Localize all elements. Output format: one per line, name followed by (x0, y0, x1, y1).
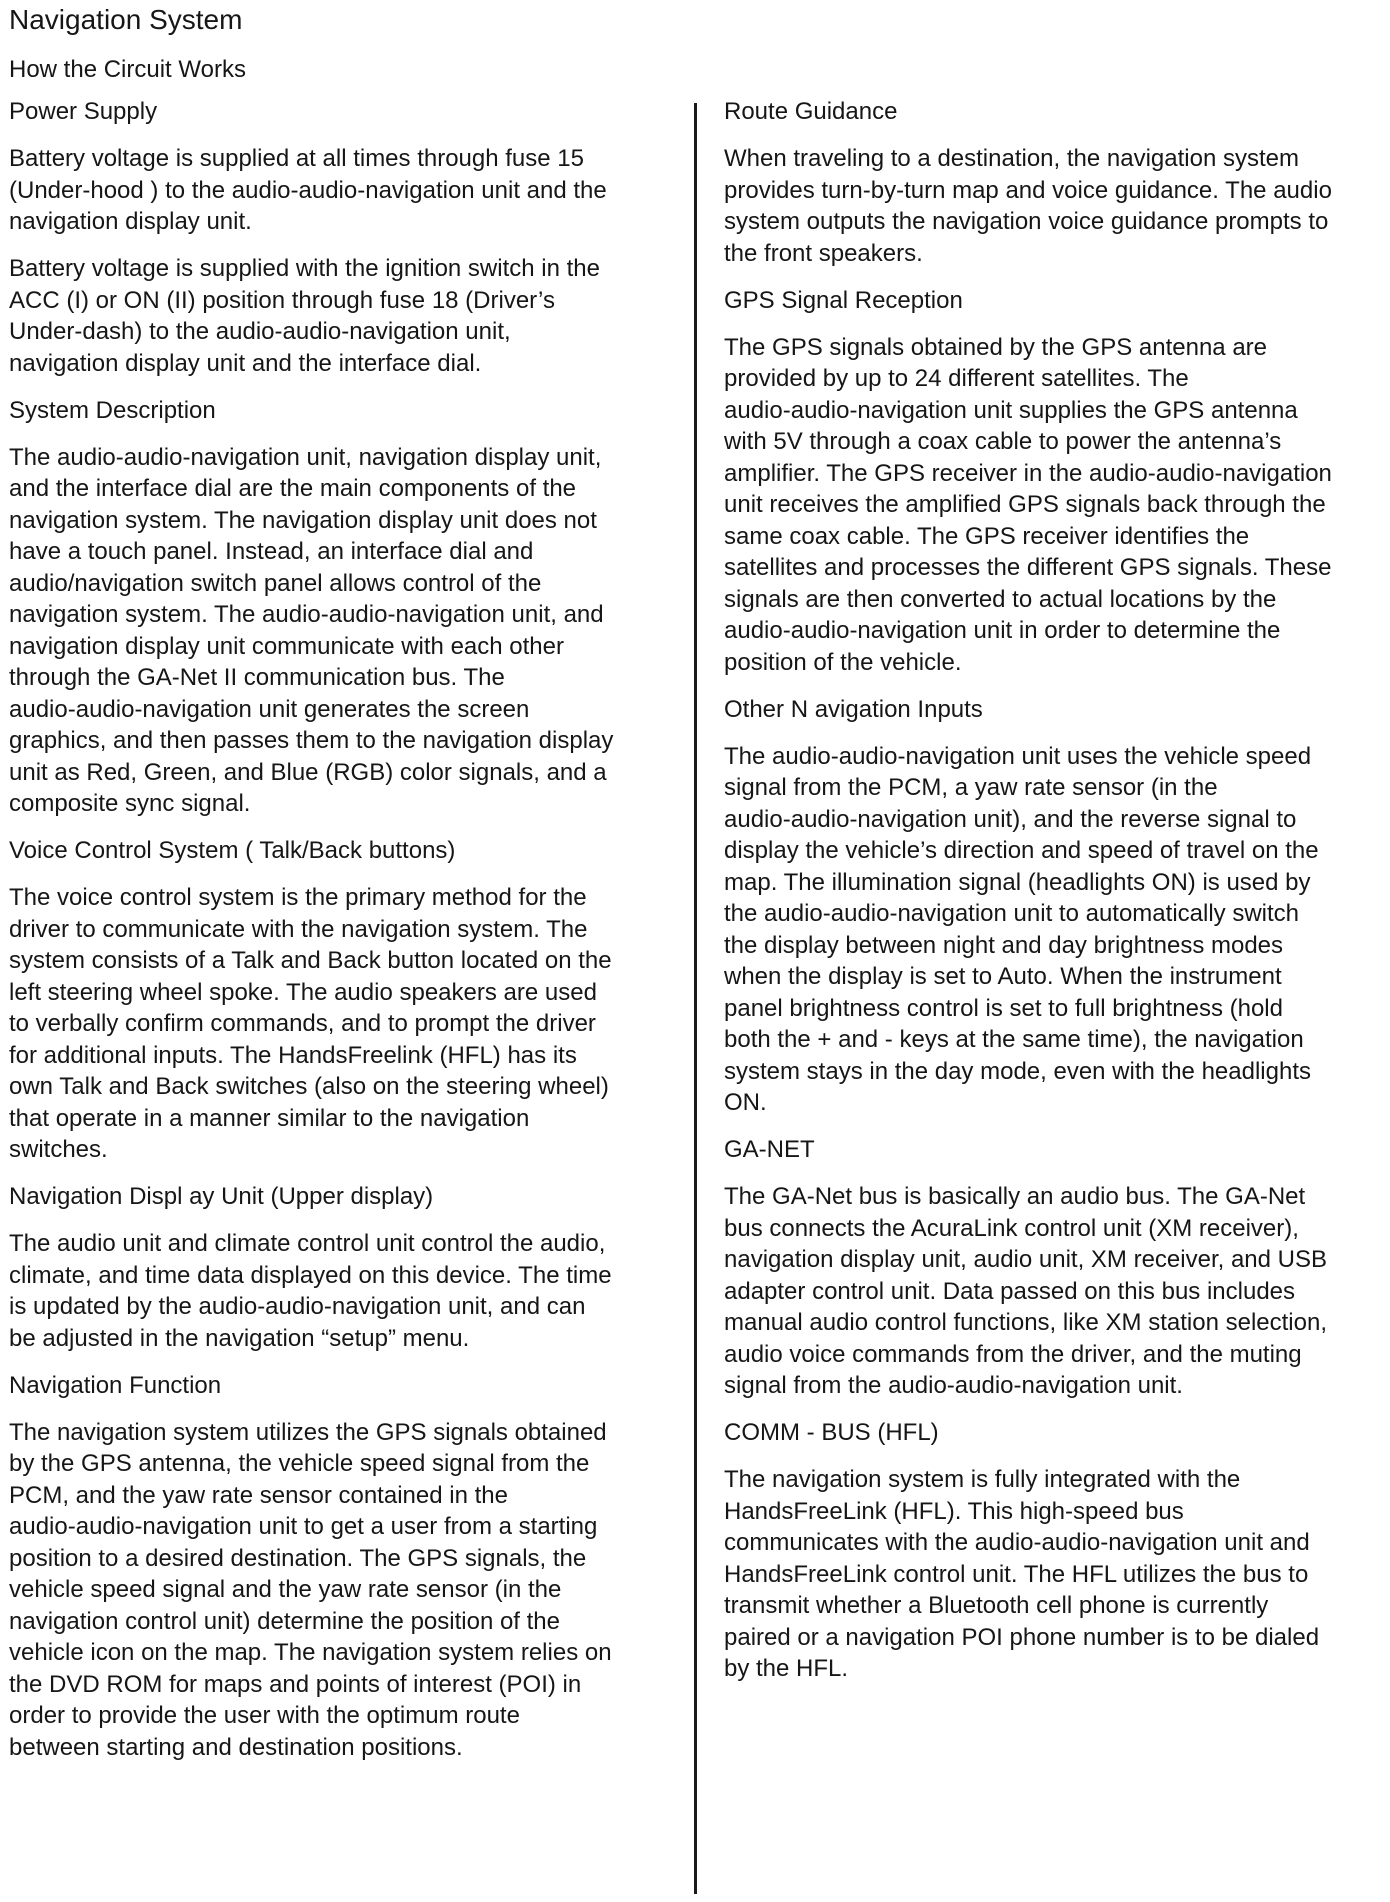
section-heading-navigation-display-unit: Navigation Displ ay Unit (Upper display) (9, 1183, 434, 1210)
section-heading-voice-control: Voice Control System ( Talk/Back buttons) (9, 837, 456, 864)
paragraph-comm-bus: The navigation system is fully integrated with the HandsFreeLink (HFL). This high-speed bus communicates with the audio-audio-navigation unit and HandsFreeLink control unit. The HFL utilizes the bus to transmit whether a Bluetooth cell phone is currently paired or a navigation POI phone number is to be dialed by the HFL. (724, 1466, 1320, 1682)
paragraph-power-supply-2: Battery voltage is supplied with the ignition switch in the ACC (I) or ON (II) position through fuse 18 (Driver’s Under-dash) to the audio-audio-navigation unit, navigation display unit and the interface dial. (9, 255, 600, 377)
left-column (9, 96, 689, 1779)
column-divider (694, 103, 697, 1894)
paragraph-route-guidance: When traveling to a destination, the navigation system provides turn-by-turn map and voice guidance. The audio system outputs the navigation voice guidance prompts to the front speakers. (724, 145, 1332, 267)
paragraph-gps-signal-reception: The GPS signals obtained by the GPS antenna are provided by up to 24 different satellites. The audio-audio-navigation unit supplies the GPS antenna with 5V through a coax cable to power the antenna’s amplifier. The GPS receiver in the audio-audio-navigation unit receives the amplified GPS signals back through the same coax cable. The GPS receiver identifies the satellites and processes the different GPS signals. These signals are then converted to actual locations by the audio-audio-navigation unit in order to determine the position of the vehicle. (724, 333, 1332, 676)
paragraph-system-description: The audio-audio-navigation unit, navigation display unit, and the interface dial are the main components of the navigation system. The navigation display unit does not have a touch panel. Instead, an interface dial and audio/navigation switch panel allows control of the navigation system. The audio-audio-navigation unit, and navigation display unit communicate with each other through the GA-Net II communication bus. The audio-audio-navigation unit generates the screen graphics, and then passes them to the navigation display unit as Red, Green, and Blue (RGB) color signals, and a composite sync signal. (9, 443, 614, 817)
section-heading-ga-net: GA-NET (724, 1136, 815, 1163)
section-heading-system-description: System Description (9, 396, 216, 424)
paragraph-other-navigation-inputs: The audio-audio-navigation unit uses the vehicle speed signal from the PCM, a yaw rate sensor (in the audio-audio-navigation unit), and the reverse signal to display the vehicle’s direction and speed of travel on the map. The illumination signal (headlights ON) is used by the audio-audio-navigation unit to automatically switch the display between night and day brightness modes when the display is set to Auto. When the instrument panel brightness control is set to full brightness (hold both the + and - keys at the same time), the navigation system stays in the day mode, even with the headlights ON. (724, 742, 1319, 1116)
paragraph-navigation-display-unit: The audio unit and climate control unit control the audio, climate, and time data displayed on this device. The time is updated by the audio-audio-navigation unit, and can be adjusted in the navigation “setup” menu. (9, 1230, 612, 1352)
page-title: Navigation System (9, 4, 243, 35)
paragraph-navigation-function: The navigation system utilizes the GPS signals obtained by the GPS antenna, the vehicle speed signal from the PCM, and the yaw rate sensor contained in the audio-audio-navigation unit to get a user from a starting position to a desired destination. The GPS signals, the vehicle speed signal and the yaw rate sensor (in the navigation control unit) determine the position of the vehicle icon on the map. The navigation system relies on the DVD ROM for maps and points of interest (POI) in order to provide the user with the optimum route between starting and destination positions. (9, 1418, 612, 1761)
section-heading-navigation-function: Navigation Function (9, 1371, 222, 1399)
paragraph-ga-net: The GA-Net bus is basically an audio bus. The GA-Net bus connects the AcuraLink control unit (XM receiver), navigation display unit, audio unit, XM receiver, and USB adapter control unit. Data passed on this bus includes manual audio control functions, like XM station selection, audio voice commands from the driver, and the muting signal from the audio-audio-navigation unit. (724, 1183, 1328, 1399)
paragraph-voice-control: The voice control system is the primary method for the driver to communicate with the navigation system. The system consists of a Talk and Back button located on the left steering wheel spoke. The audio speakers are used to verbally confirm commands, and to prompt the driver for additional inputs. The HandsFreelink (HFL) has its own Talk and Back switches (also on the steering wheel) that operate in a manner similar to the navigation switches. (9, 884, 612, 1163)
section-heading-power-supply: Power Supply (9, 98, 158, 125)
section-heading-other-navigation-inputs: Other N avigation Inputs (724, 695, 983, 723)
section-heading-gps-signal-reception: GPS Signal Reception (724, 286, 963, 314)
right-column (724, 96, 1390, 1700)
paragraph-power-supply-1: Battery voltage is supplied at all times through fuse 15 (Under-hood ) to the audio-audio-navigation unit and the navigation display unit. (9, 145, 607, 235)
section-heading-route-guidance: Route Guidance (724, 98, 898, 125)
page-subtitle: How the Circuit Works (9, 56, 246, 83)
section-heading-comm-bus: COMM - BUS (HFL) (724, 1419, 939, 1446)
